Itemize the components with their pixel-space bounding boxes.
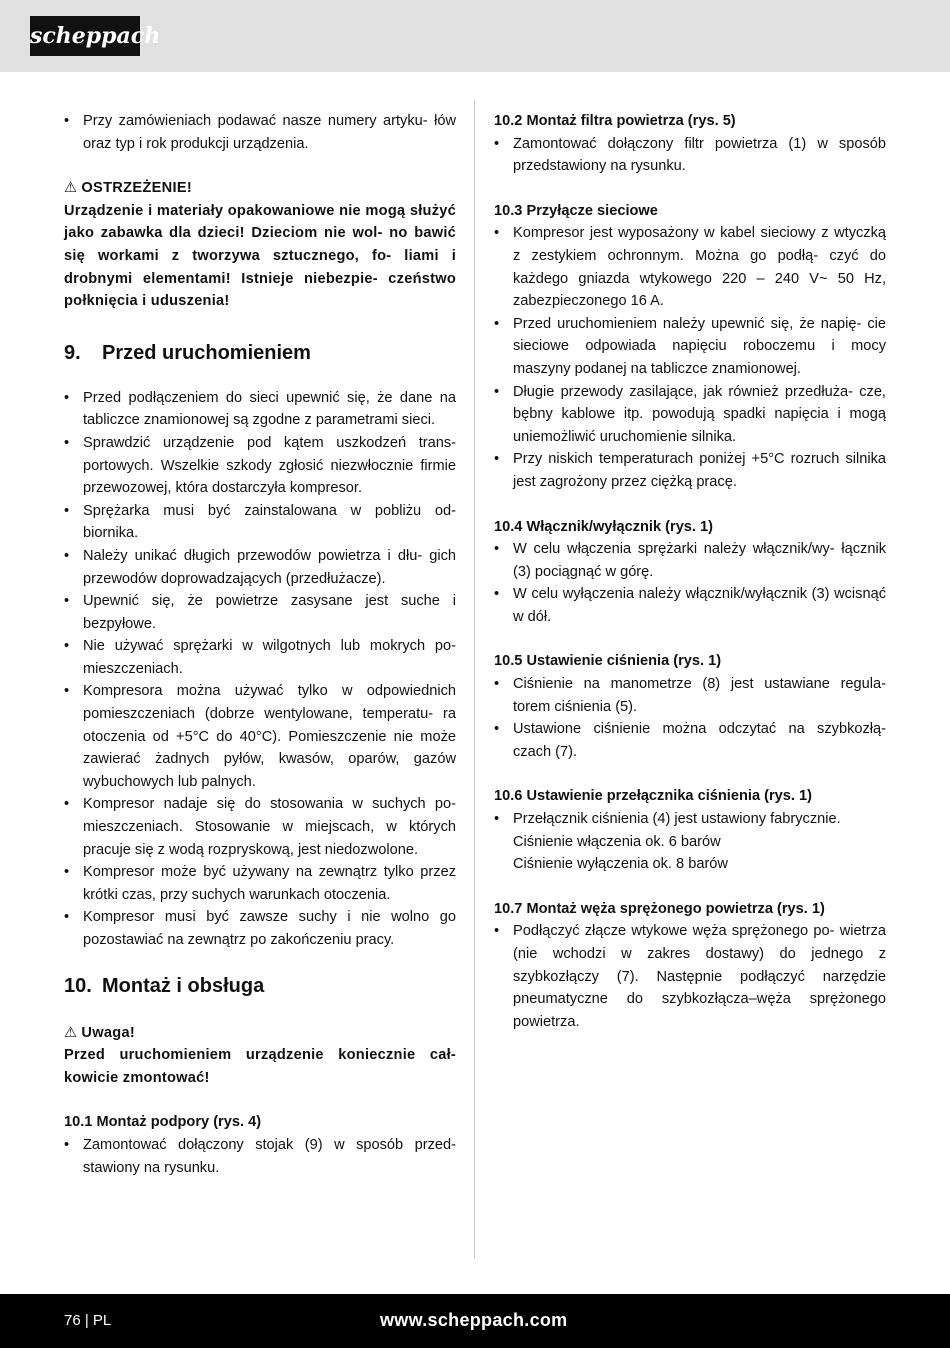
list-item: • Upewnić się, że powietrze zasysane jest suche i bezpyłowe.: [64, 590, 456, 635]
list-item: • Nie używać sprężarki w wilgotnych lub mokrych po- mieszczeniach.: [64, 635, 456, 680]
list-item: • Przełącznik ciśnienia (4) jest ustawiony fabrycznie.: [494, 808, 886, 831]
page-header: [0, 0, 950, 72]
page-footer: [0, 1294, 950, 1348]
subsection-list: [494, 133, 886, 178]
column-divider: [474, 100, 475, 1258]
list-item: • W celu wyłączenia należy włącznik/wyłącznik (3) wcisnąć w dół.: [494, 583, 886, 628]
caution-heading: [64, 1022, 456, 1045]
section-10-heading: [64, 972, 456, 1000]
list-item: • Kompresor jest wyposażony w kabel sieciowy z wtyczką z zestykiem ochronnym. Można go podłą- czyć do każdego gniazda wtykowego 220 – 240 V~ 50 Hz, zabezpieczonego 16 A.: [494, 222, 886, 312]
warning-heading: [64, 177, 456, 200]
subsection-title: 10.5 Ustawienie ciśnienia (rys. 1): [494, 653, 722, 670]
list-item: • Zamontować dołączony stojak (9) w sposób przed- stawiony na rysunku.: [64, 1134, 456, 1179]
caution-title: Uwaga!: [81, 1024, 136, 1041]
list-item: • Długie przewody zasilające, jak również przedłuża- cze, bębny kablowe itp. powodują spadki napięcia i mogą uniemożliwić uruchomienie silnika.: [494, 381, 886, 449]
subsection-title: 10.6 Ustawienie przełącznika ciśnienia (rys. 1): [494, 788, 812, 805]
left-column: [64, 110, 456, 1179]
scheppach-logo: scheppach: [30, 16, 140, 56]
warning-title: OSTRZEŻENIE!: [81, 180, 193, 197]
subsection-title: 10.3 Przyłącze sieciowe: [494, 202, 658, 219]
section-title: Montaż i obsługa: [102, 974, 265, 997]
list-item: • Kompresor nadaje się do stosowania w suchych po- mieszczeniach. Stosowanie w miejscach, w których pracuje się z wodą rozpryskową, jest niedozwolone.: [64, 793, 456, 861]
list-item: • W celu włączenia sprężarki należy włącznik/wy- łącznik (3) pociągnąć w górę.: [494, 538, 886, 583]
subsection-list: [494, 538, 886, 628]
warning-triangle-icon: ⚠: [64, 1024, 78, 1041]
warning-triangle-icon: ⚠: [64, 180, 78, 197]
list-item: • Przy zamówieniach podawać nasze numery artyku- łów oraz typ i rok produkcji urządzenia.: [64, 110, 456, 155]
list-item: • Należy unikać długich przewodów powietrza i dłu- gich przewodów doprowadzających (przedłużacze).: [64, 545, 456, 590]
page-number: 76 | PL: [64, 1312, 112, 1329]
subsection-list: [494, 222, 886, 493]
section-title: Przed uruchomieniem: [102, 341, 311, 364]
pressure-on-line: Ciśnienie włączenia ok. 6 barów: [513, 833, 721, 850]
list-item: • Kompresor może być używany na zewnątrz tylko przez krótki czas, przy suchych warunkach otoczenia.: [64, 861, 456, 906]
list-item: • Kompresor musi być zawsze suchy i nie wolno go pozostawiać na zewnątrz po zakończeniu pracy.: [64, 906, 456, 951]
subsection-title: 10.7 Montaż węża sprężonego powietrza (rys. 1): [494, 900, 825, 917]
list-item: • Przed podłączeniem do sieci upewnić się, że dane na tabliczce znamionowej są zgodne z parametrami sieci.: [64, 387, 456, 432]
list-item: • Sprawdzić urządzenie pod kątem uszkodzeń trans- portowych. Wszelkie szkody zgłosić niezwłocznie firmie przewozowej, która dostarczyła kompresor.: [64, 432, 456, 500]
list-item: • Zamontować dołączony filtr powietrza (1) w sposób przedstawiony na rysunku.: [494, 133, 886, 178]
subsection-title: 10.2 Montaż filtra powietrza (rys. 5): [494, 113, 736, 129]
subsection-list: [494, 920, 886, 1033]
website-link[interactable]: www.scheppach.com: [380, 1310, 568, 1330]
subsection-list: [494, 808, 886, 831]
subsection-list: [494, 673, 886, 763]
subsection-list: [64, 1134, 456, 1179]
warning-text: Urządzenie i materiały opakowaniowe nie mogą służyć jako zabawka dla dzieci! Dzieciom nie wol- no bawić się workami z tworzywa sztucznego, fo- liami i drobnymi elementami! Istnieje niebezpie- czeństwo połknięcia i uduszenia!: [64, 202, 456, 310]
list-item: • Przy niskich temperaturach poniżej +5°C rozruch silnika jest zagrożony przez ciężką pracę.: [494, 448, 886, 493]
caution-text: Przed uruchomieniem urządzenie koniecznie cał- kowicie zmontować!: [64, 1047, 456, 1086]
list-item: • Ciśnienie na manometrze (8) jest ustawiane regula- torem ciśnienia (5).: [494, 673, 886, 718]
subsection-title: 10.1 Montaż podpory (rys. 4): [64, 1114, 262, 1131]
list-item: • Kompresora można używać tylko w odpowiednich pomieszczeniach (dobrze wentylowane, temperatu- ra otoczenia od +5°C do 40°C). Pomieszczenie nie może zawierać żadnych pyłów, kwasów, oparów, gazów wybuchowych lub palnych.: [64, 680, 456, 793]
section-9-heading: [64, 339, 456, 367]
list-item: • Przed uruchomieniem należy upewnić się, że napię- cie sieciowe odpowiada napięciu roboczemu i mocy maszyny podanej na tabliczce znamionowej.: [494, 313, 886, 381]
right-column: [494, 110, 886, 1033]
intro-list: [64, 110, 456, 155]
list-item: • Podłączyć złącze wtykowe węża sprężonego po- wietrza (nie wchodzi w zakres dostawy) do jednego z szybkozłączy (7). Następnie podłączyć narzędzie pneumatyczne do szybkozłącza–węża sprężonego powietrza.: [494, 920, 886, 1033]
section-number: 9.: [64, 341, 81, 364]
pressure-off-line: Ciśnienie wyłączenia ok. 8 barów: [513, 856, 728, 873]
section-number: 10.: [64, 974, 92, 997]
list-item: • Ustawione ciśnienie można odczytać na szybkozłą- czach (7).: [494, 718, 886, 763]
list-item: • Sprężarka musi być zainstalowana w pobliżu od- biornika.: [64, 500, 456, 545]
section-9-list: [64, 387, 456, 952]
subsection-title: 10.4 Włącznik/wyłącznik (rys. 1): [494, 518, 714, 535]
